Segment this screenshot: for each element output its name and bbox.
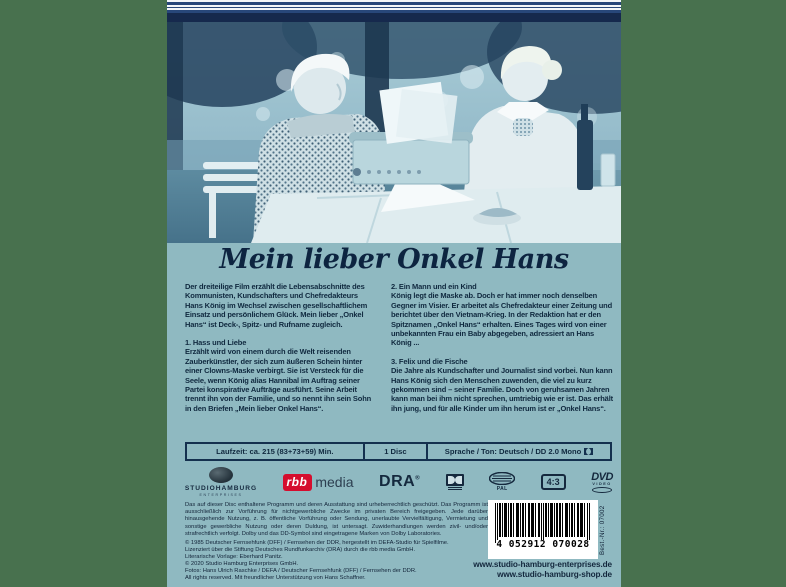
pal-icon <box>489 472 515 492</box>
logo-row <box>185 463 613 501</box>
cover-photo-illustration <box>167 22 621 243</box>
globe-icon <box>209 467 233 483</box>
dra-registered-mark: ® <box>415 475 421 482</box>
rbb-box: rbb <box>283 474 313 491</box>
studio-hamburg-logo <box>185 467 257 497</box>
synopsis-column-right <box>391 282 613 422</box>
credit-line: All rights reserved. Mit freundlicher Unterstützung von Hans Schaffner. <box>185 575 366 582</box>
studio-hamburg-enterprises: ENTERPRISES <box>199 493 243 497</box>
episode-1-title: 1. Hass und Liebe <box>185 338 247 348</box>
copyright-paragraph: Das auf dieser Disc enthaltene Programm und deren Ausstattung sind urheberrechtlich geschützt. Das Programm ist ausschließlich zur Vorführung für nichtgewerbliche Zwecke im privaten Bereich freigegeben. Jede darüber hinausgehende Nutzung, z. B. öffentliche Vorführung oder Sendung, unerlaubte Vervielfältigung, Vermietung und sonstige gewerbliche Nutzung oder deren Duldung, ist untersagt. Zuwiderhandlungen werden zivil- und/oder strafrechtlich verfolgt. Dolby und das DD-Symbol sind eingetragene Marken von Dolby Laboratories. <box>185 502 488 537</box>
dolby-dd-icon <box>584 448 593 455</box>
barcode-digits: 4 052912 070028 <box>496 539 590 550</box>
website-url: www.studio-hamburg-shop.de <box>497 570 612 579</box>
episode-3-text: Die Jahre als Kundschafter und Journalist sind vorbei. Nun kann Hans König sich den Menschen zuwenden, die viel zu kurz gekommen sind – seiner Familie. Doch von geruhsamen Jahren kann man bei ihm nicht sprechen, umtriebig wie er ist. Das erhält ihn jung, und für alle Kinder um ihn herum ist er „Onkel Hans“. <box>391 366 613 413</box>
credit-line: © 1985 Deutscher Fernsehfunk (DFF) / Fernsehen der DDR, hergestellt im DEFA-Studio für Spielfilme. <box>185 540 449 547</box>
spec-disc-count: 1 Disc <box>365 444 428 459</box>
legal-block <box>185 502 488 583</box>
credit-line: Literarische Vorlage: Eberhard Panitz. <box>185 554 283 561</box>
dvd-video-logo <box>591 472 613 493</box>
film-title: Mein lieber Onkel Hans <box>219 244 569 275</box>
dolby-digital-icon <box>446 474 464 491</box>
dra-logo <box>379 473 420 491</box>
series-synopsis: Der dreiteilige Film erzählt die Lebensabschnitte des Kommunisten, Kundschafters und Chefredakteurs Hans König im Wechsel zwischen gesellschaftlichem Einsatz und persönlichem Glück. Mein lieber „Onkel Hans“ ist Deck-, Spitz- und Rufname zugleich. <box>185 282 368 329</box>
aspect-ratio-badge: 4:3 <box>541 474 566 490</box>
pal-label: PAL <box>496 486 508 492</box>
episode-3-title: 3. Felix und die Fische <box>391 356 468 366</box>
rbb-media-logo <box>283 474 354 491</box>
episode-2-text: König legt die Maske ab. Doch er hat immer noch denselben Gegner im Visier. Er arbeitet als Chefredakteur einer Zeitung und berichtet über den Vietnam-Krieg. In der Redaktion hat er den Spitznamen „Onkel Hans“ erhalten. Eines Tages wird von einer unbekannten Frau ein Baby abgegeben, adressiert an Hans König ... <box>391 291 613 348</box>
synopsis-columns <box>185 282 613 422</box>
credit-line: © 2020 Studio Hamburg Enterprises GmbH. <box>185 561 299 568</box>
episode-1-text: Erzählt wird von einem durch die Welt reisenden Zauberkünstler, der sich zum äußeren Schein hinter einer Clowns-Maske verbirgt. Sie ist Versteck für die Seele, wenn König alias Hannibal im Auftrag seiner Partei konspirative Aufträge ausführt. Seine Arbeit trennt ihn von der Familie, und so nennt ihn sein Sohn in den Briefen „Mein lieber Onkel Hans“. <box>185 347 372 413</box>
studio-hamburg-name: STUDIOHAMBURG <box>184 485 258 492</box>
dvd-back-cover <box>167 0 621 587</box>
website-url: www.studio-hamburg-enterprises.de <box>473 560 612 569</box>
dolby-caption-bars <box>448 487 462 491</box>
rbb-media-text: media <box>315 474 354 490</box>
credit-line: Lizenziert über die Stiftung Deutsches Rundfunkarchiv (DRA) durch die rbb media GmbH. <box>185 547 416 554</box>
dvd-video-text: VIDEO <box>592 481 612 486</box>
header-stripes <box>167 0 621 22</box>
synopsis-column-left <box>185 282 377 422</box>
barcode <box>488 500 598 559</box>
episode-2-title: 2. Ein Mann und ein Kind <box>391 282 477 291</box>
dra-text: DRA <box>379 473 416 490</box>
credit-line: Fotos: Hans Ulrich Raschke / DEFA / Deutscher Fernsehfunk (DFF) / Fernsehen der DDR. <box>185 568 417 575</box>
order-number: Best.-Nr.: 07002 <box>599 505 606 555</box>
dvd-disc-icon <box>592 487 612 493</box>
spec-audio <box>428 444 610 459</box>
spec-bar <box>185 442 612 461</box>
website-urls <box>473 560 612 580</box>
dvd-text: DVD <box>591 470 613 483</box>
spec-runtime: Laufzeit: ca. 215 (83+73+59) Min. <box>187 444 365 459</box>
spec-audio-text: Sprache / Ton: Deutsch / DD 2.0 Mono <box>444 447 582 456</box>
